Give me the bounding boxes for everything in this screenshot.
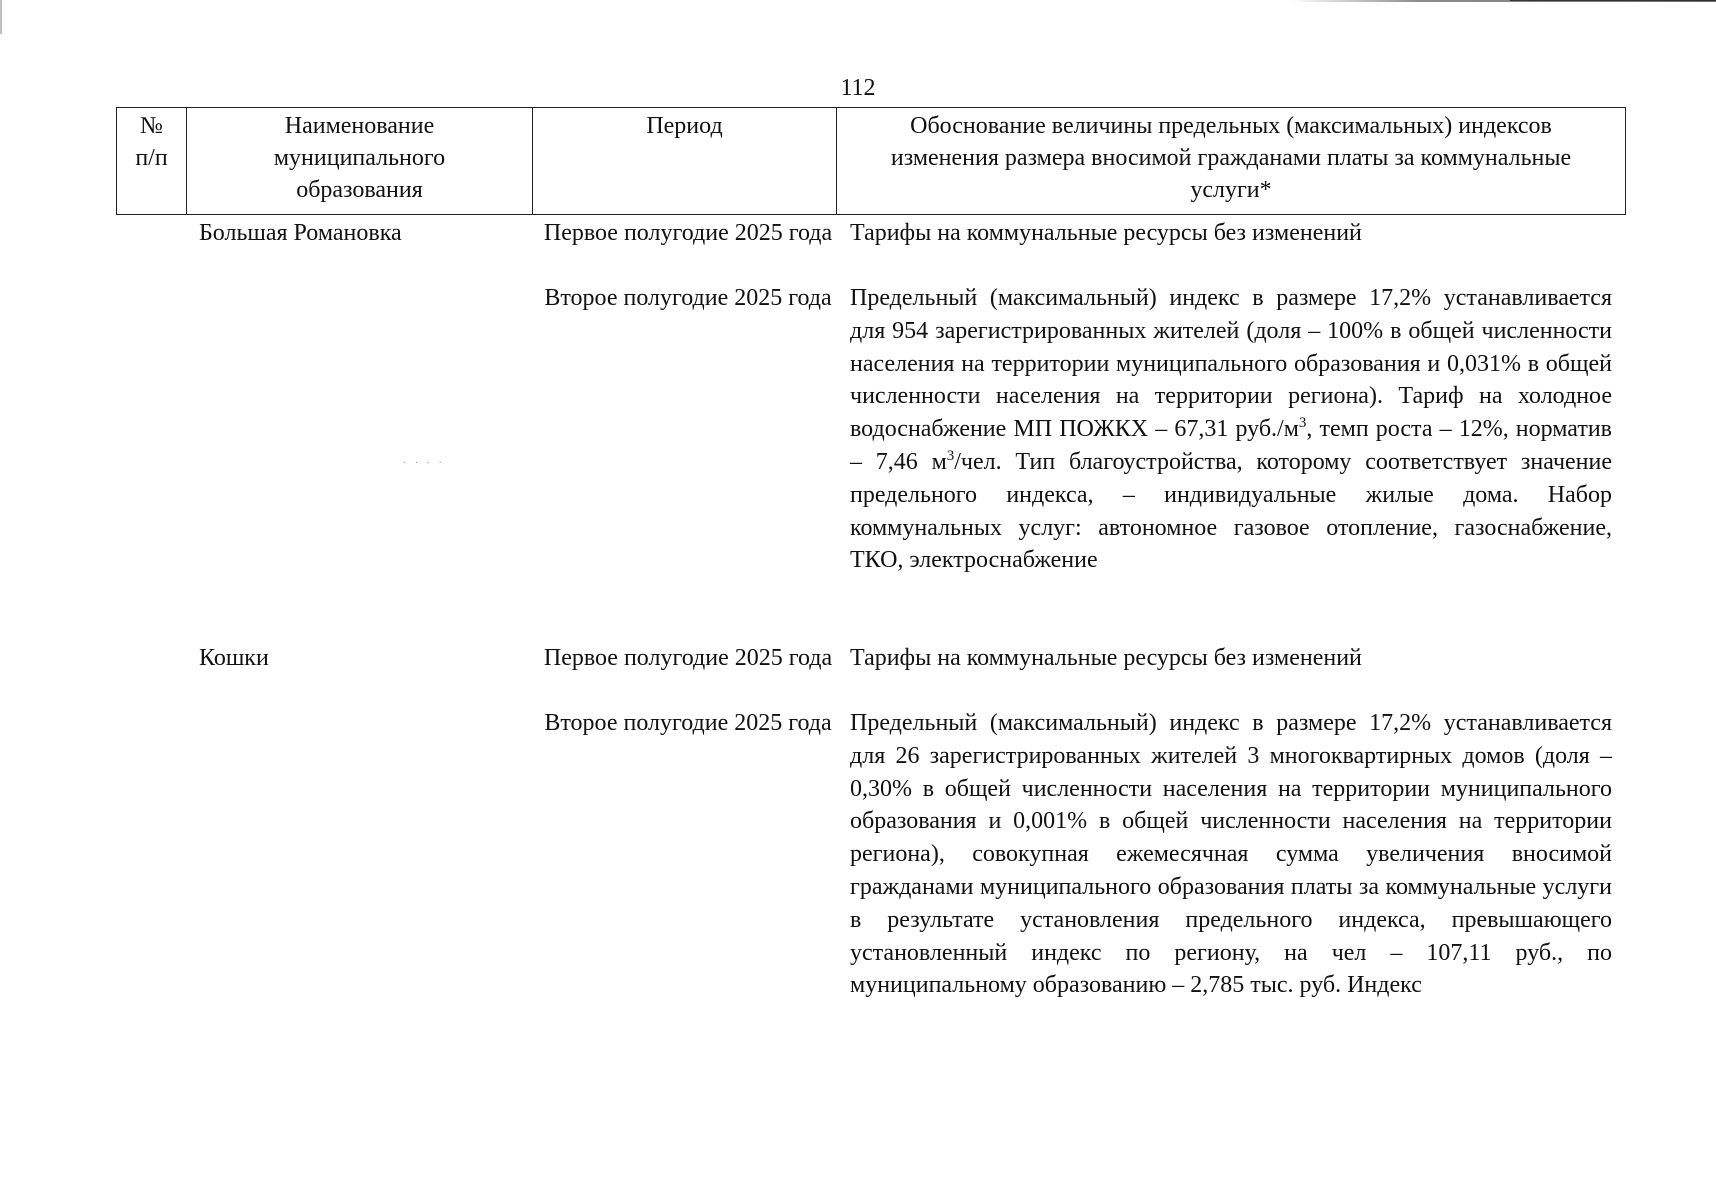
superscript: 3 (1298, 415, 1307, 432)
scan-artifact-top-line (1510, 0, 1716, 1)
scan-speckle: · · · · (403, 458, 445, 469)
period-cell: Второе полугодие 2025 года (544, 285, 832, 311)
municipality-name: Большая Романовка (199, 220, 402, 246)
justification-cell (850, 282, 1612, 577)
period-cell: Первое полугодие 2025 года (543, 220, 833, 246)
table-row (0, 217, 1716, 637)
table-row (0, 642, 1716, 1082)
header-cell-justification: Обоснование величины предельных (максимальных) индексов изменения размера вносимой гражданами платы за коммунальные услуги* (837, 108, 1626, 215)
period-cell: Первое полугодие 2025 года (543, 645, 833, 671)
justification-text: , темп роста – 12%, норматив – 7,46 м (850, 416, 1613, 475)
header-cell-number: № п/п (117, 108, 187, 215)
justification-text: Предельный (максимальный) индекс в размере 17,2% устанавливается для 954 зарегистрированных жителей (доля – 100% в общей численности населения на территории муниципального образования и 0,031% в общей численности населения на территории региона). Тариф на холодное водоснабжение МП ПОЖКХ – 67,31 руб./м (850, 285, 1612, 443)
table-header (116, 107, 1626, 215)
page-number: 112 (840, 75, 876, 101)
header-cell-municipality: Наименование муниципального образования (187, 108, 533, 215)
scan-artifact-left (0, 0, 2, 34)
superscript: 3 (946, 447, 955, 464)
period-cell: Второе полугодие 2025 года (544, 710, 832, 736)
municipality-name: Кошки (199, 645, 269, 671)
justification-cell: Тарифы на коммунальные ресурсы без изменений (850, 645, 1362, 671)
justification-cell: Тарифы на коммунальные ресурсы без изменений (850, 220, 1362, 246)
justification-text: /чел. Тип благоустройства, которому соответствует значение предельного индекса, – индивидуальные жилые дома. Набор коммунальных услуг: автономное газовое отопление, газоснабжение, ТКО, электроснабжение (850, 448, 1613, 574)
header-row (117, 108, 1626, 215)
justification-cell: Предельный (максимальный) индекс в размере 17,2% устанавливается для 26 зарегистрированных жителей 3 многоквартирных домов (доля – 0,30% в общей численности населения на территории муниципального образования и 0,001% в общей численности населения на территории региона), совокупная ежемесячная сумма увеличения вносимой гражданами муниципального образования платы за коммунальные услуги в результате установления предельного индекса, превышающего установленный индекс по региону, на чел – 107,11 руб., по муниципальному образованию – 2,785 тыс. руб. Индекс (850, 710, 1612, 999)
header-cell-period: Период (533, 108, 837, 215)
